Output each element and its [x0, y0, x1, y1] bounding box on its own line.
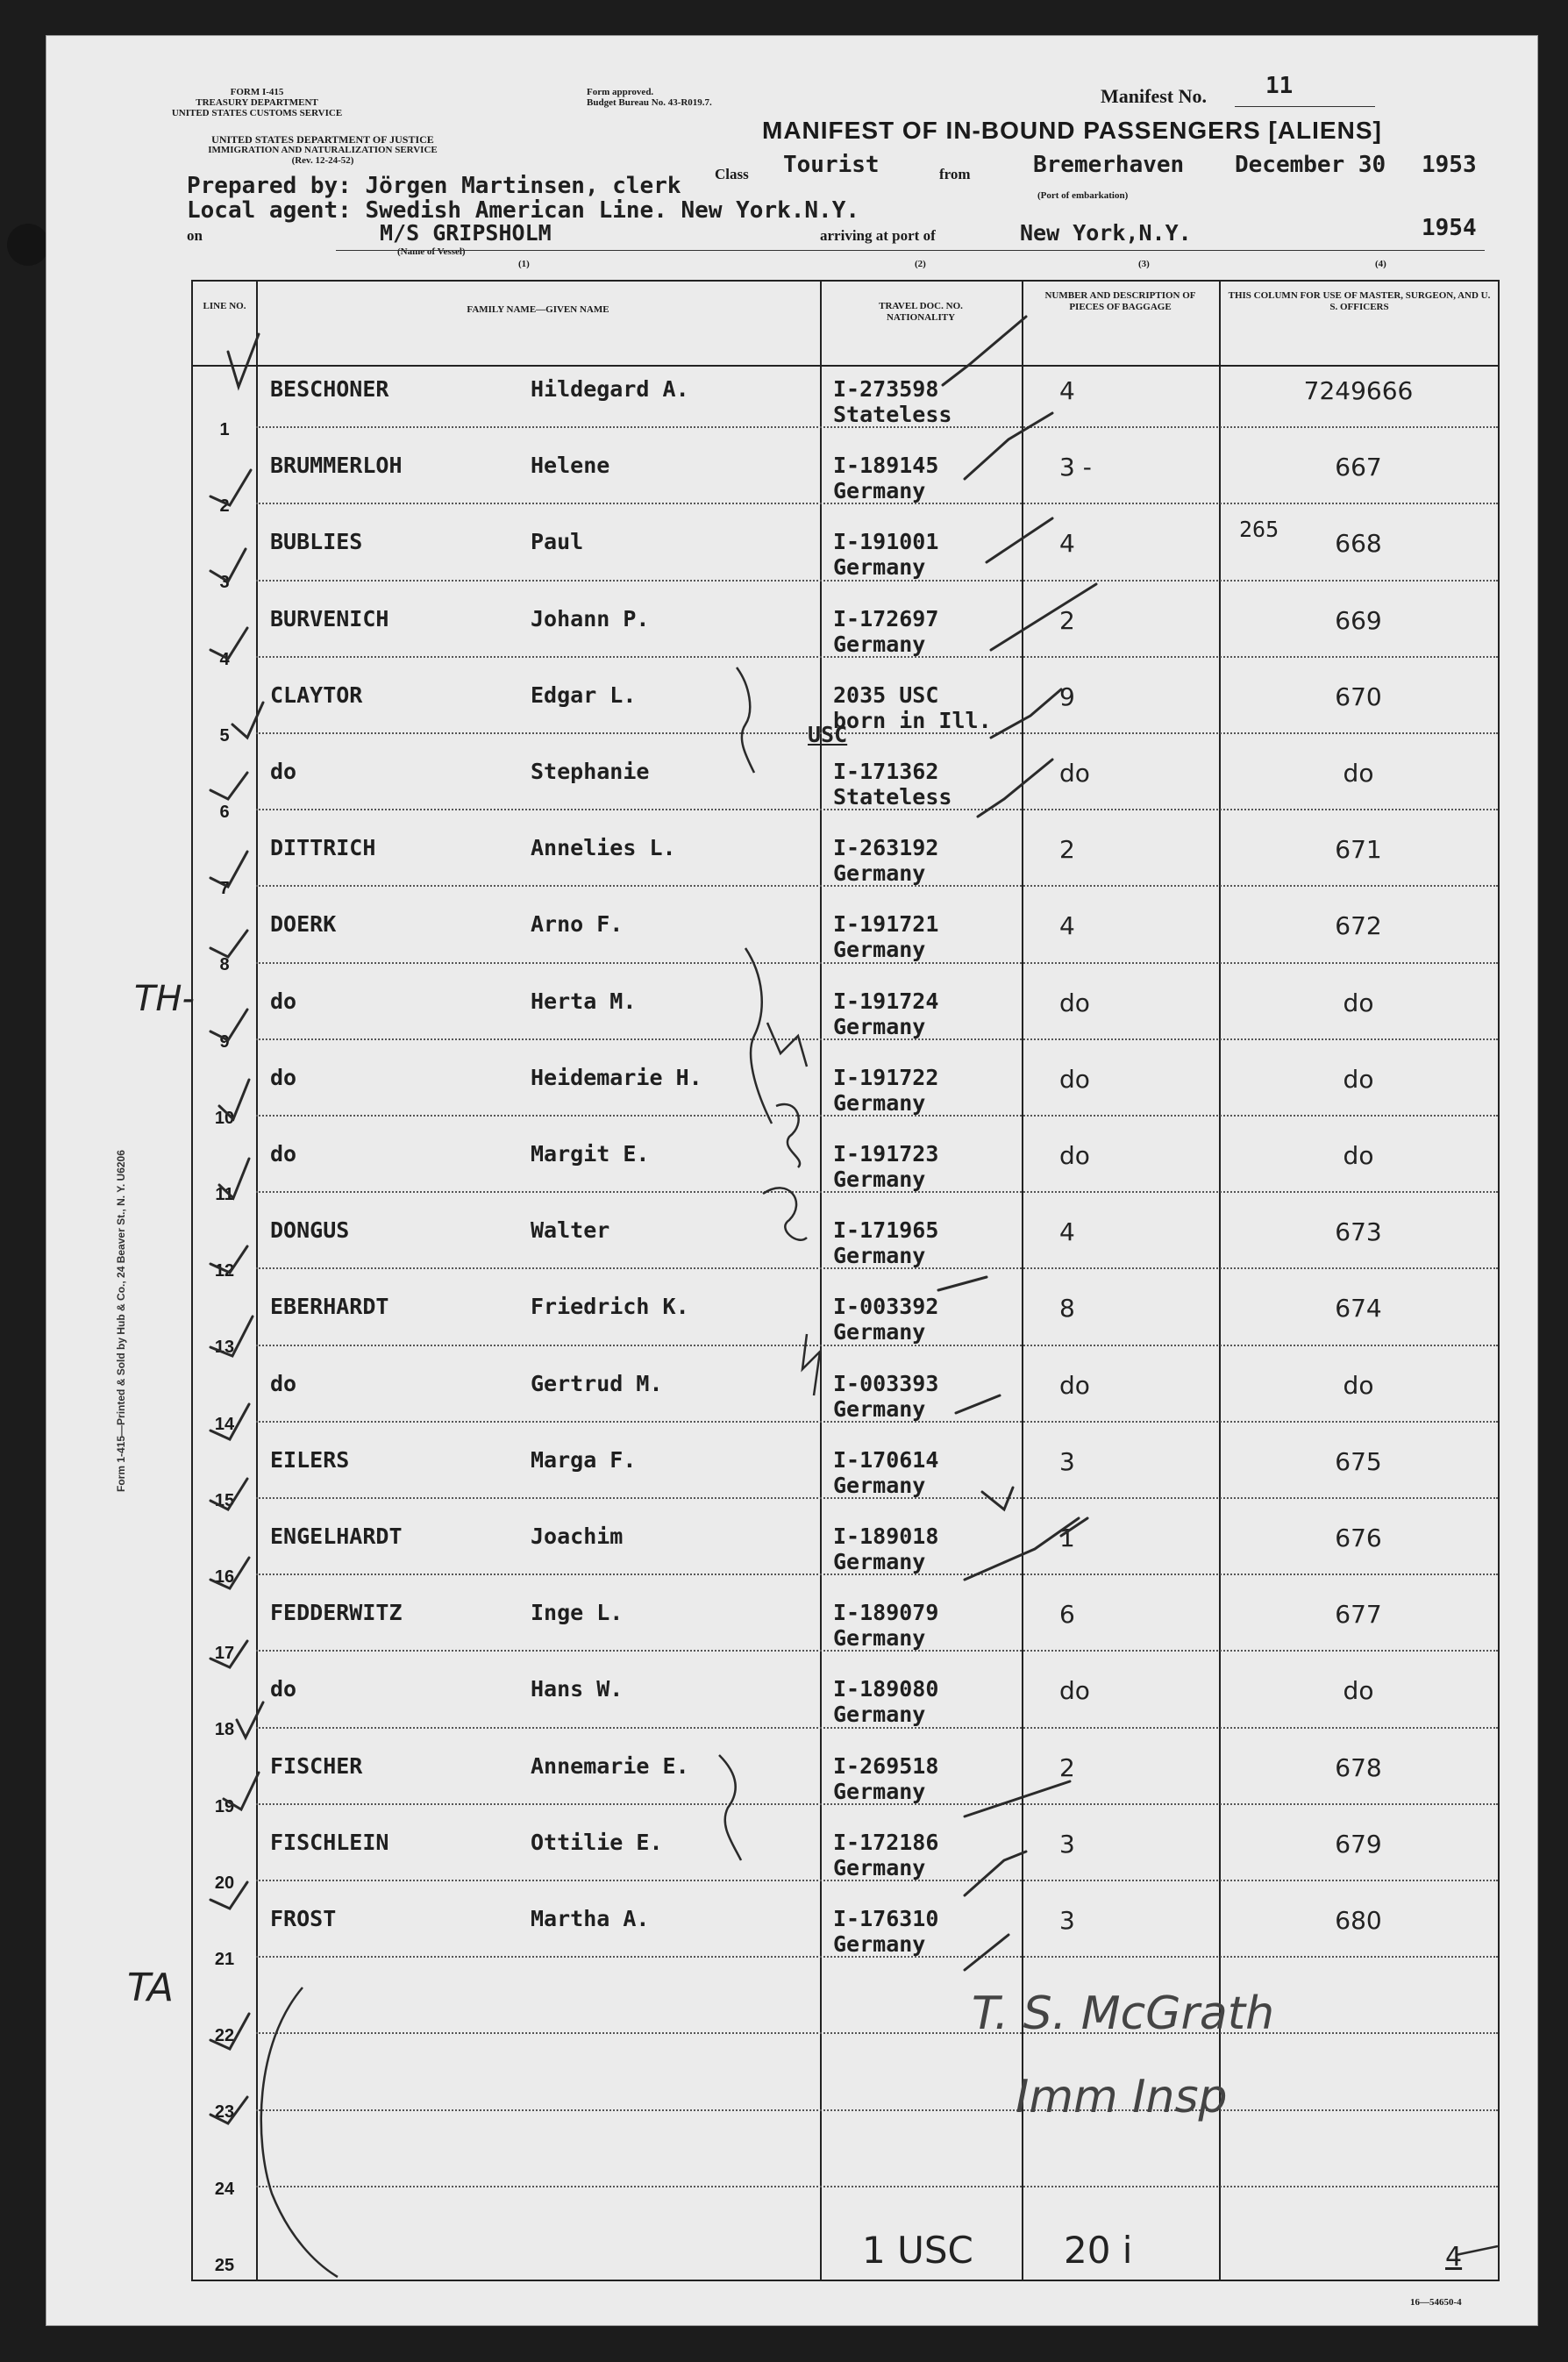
officer-number: 7249666 [1303, 376, 1414, 405]
baggage-count: 2 [1059, 835, 1075, 865]
travel-doc-no: I-191723 [833, 1141, 939, 1167]
line-number: 8 [219, 955, 230, 975]
from-label: from [939, 166, 971, 182]
nationality: Germany [833, 1549, 926, 1574]
baggage-count: do [1059, 1064, 1090, 1094]
family-name: do [270, 1141, 297, 1167]
side-print: Form 1-415—Printed & Sold by Hub & Co., 24 Beaver St., N. Y. U6206 [115, 1150, 127, 1492]
manifest-no: 11 [1265, 73, 1294, 99]
manifest-no-underline [1235, 106, 1375, 107]
nationality: Germany [833, 478, 926, 504]
travel-doc-no: I-189079 [833, 1600, 939, 1626]
inspector-signature: T. S. McGrath [972, 1987, 1275, 2040]
family-name: DONGUS [270, 1217, 350, 1244]
travel-doc-no: I-191722 [833, 1064, 939, 1090]
line-number: 2 [219, 496, 230, 517]
doj-block [196, 134, 450, 166]
line-number: 25 [214, 2255, 235, 2275]
family-name: BUBLIES [270, 529, 363, 555]
officer-number: 670 [1335, 681, 1382, 711]
prepared-by: Prepared by: Jörgen Martinsen, clerk [187, 173, 681, 199]
departure-date: December 30 [1235, 152, 1386, 178]
family-name: FISCHLEIN [270, 1829, 389, 1855]
arriving-label: arriving at port of [820, 227, 936, 244]
officer-number: 678 [1335, 1752, 1382, 1782]
line-number: 23 [214, 2102, 235, 2123]
nationality: Germany [833, 1625, 926, 1652]
baggage-count: do [1059, 988, 1090, 1017]
passenger-table [191, 280, 1500, 2281]
travel-doc-no: I-171362 [833, 759, 939, 784]
header-underline [336, 250, 1485, 251]
line-number: 16 [214, 1567, 235, 1587]
officer-number: 674 [1335, 1294, 1382, 1324]
col-marker-2: (2) [915, 259, 926, 269]
given-name: Marga F. [531, 1446, 637, 1473]
line-number: 1 [219, 420, 230, 439]
given-name: Friedrich K. [531, 1294, 689, 1320]
nationality: Germany [833, 860, 926, 887]
line-number: 11 [215, 1185, 234, 1204]
officer-number: 680 [1335, 1906, 1382, 1935]
given-name: Inge L. [531, 1600, 624, 1626]
ins-line: IMMIGRATION AND NATURALIZATION SERVICE [208, 145, 438, 155]
baggage-count: do [1059, 1141, 1090, 1170]
travel-doc-no: 2035 USC [833, 681, 939, 708]
travel-doc-no: I-189080 [833, 1676, 939, 1702]
family-name: do [270, 988, 297, 1014]
nationality: Germany [833, 1089, 926, 1116]
officer-number: do [1343, 988, 1374, 1017]
revision-line: (Rev. 12-24-52) [291, 155, 354, 166]
travel-doc-no: I-263192 [833, 835, 939, 861]
travel-doc-no: I-191001 [833, 529, 939, 555]
line-number: 9 [219, 1031, 230, 1052]
manifest-title: MANIFEST OF IN-BOUND PASSENGERS [ALIENS] [762, 117, 1382, 144]
officer-number: do [1343, 1676, 1374, 1706]
manifest-page [46, 35, 1538, 2326]
nationality: born in Ill. [833, 707, 992, 733]
nationality: Stateless [833, 402, 952, 427]
given-name: Hildegard A. [531, 376, 689, 402]
officer-number: 671 [1335, 835, 1382, 865]
travel-doc-no: I-189145 [833, 453, 939, 479]
family-name: BESCHONER [270, 376, 389, 402]
given-name: Heidemarie H. [531, 1064, 702, 1090]
class-value: Tourist [783, 152, 880, 178]
travel-doc-no: I-003393 [833, 1370, 939, 1396]
punch-hole [7, 224, 49, 266]
arrival-port: New York,N.Y. [1020, 220, 1192, 246]
travel-doc-no: I-269518 [833, 1752, 939, 1779]
vessel-caption: (Name of Vessel) [397, 246, 466, 257]
line-number: 13 [214, 1338, 235, 1358]
tally-aliens: 20 i [1064, 2229, 1133, 2272]
baggage-count: 3 [1059, 1446, 1075, 1476]
nationality: Germany [833, 1931, 926, 1957]
given-name: Herta M. [531, 988, 637, 1014]
col-header-doc: TRAVEL DOC. NO. NATIONALITY [879, 301, 963, 323]
line-number: 15 [214, 1490, 235, 1510]
given-name: Edgar L. [531, 681, 637, 708]
nationality: Germany [833, 1854, 926, 1880]
on-label: on [187, 227, 203, 244]
officer-number: 669 [1335, 605, 1382, 635]
baggage-count: 8 [1059, 1294, 1075, 1324]
nationality: Stateless [833, 784, 952, 810]
baggage-count: 4 [1059, 376, 1075, 405]
line-number: 12 [214, 1261, 235, 1281]
given-name: Hans W. [531, 1676, 624, 1702]
officer-number: 677 [1335, 1600, 1382, 1630]
officer-number: 675 [1335, 1446, 1382, 1476]
family-name: DITTRICH [270, 835, 376, 861]
officer-number: 676 [1335, 1524, 1382, 1552]
travel-doc-no: I-189018 [833, 1524, 939, 1549]
travel-doc-no: I-191724 [833, 988, 939, 1014]
line-number: 21 [214, 1950, 235, 1969]
given-name: Joachim [531, 1524, 624, 1549]
family-name: FISCHER [270, 1752, 363, 1779]
officer-number: do [1343, 1064, 1374, 1094]
given-name: Gertrud M. [531, 1370, 663, 1396]
nationality: Germany [833, 1702, 926, 1728]
baggage-count: do [1059, 1370, 1090, 1400]
family-name: FROST [270, 1906, 337, 1931]
officer-number: 673 [1335, 1217, 1382, 1247]
baggage-count: 6 [1059, 1600, 1075, 1630]
baggage-count: 2 [1059, 605, 1075, 635]
budget-bureau-line: Budget Bureau No. 43-R019.7. [587, 97, 712, 108]
line-number: 7 [219, 879, 230, 899]
travel-doc-no: I-191721 [833, 911, 939, 938]
line-number: 22 [214, 2026, 235, 2046]
family-name: do [270, 1676, 297, 1702]
baggage-count: 3 [1059, 1906, 1075, 1935]
family-name: BURVENICH [270, 605, 389, 632]
margin-note-ta: TA [127, 1966, 174, 2010]
form-number: FORM I-415 [230, 87, 284, 97]
baggage-count: 9 [1059, 681, 1075, 711]
family-name: EILERS [270, 1446, 350, 1473]
line-number: 10 [214, 1108, 235, 1128]
officer-number: do [1343, 1370, 1374, 1400]
baggage-count: do [1059, 759, 1090, 788]
vessel-name: M/S GRIPSHOLM [380, 220, 552, 246]
line-number: 14 [214, 1414, 235, 1434]
nationality: Germany [833, 1013, 926, 1039]
line-number: 19 [214, 1796, 235, 1816]
doj-line: UNITED STATES DEPARTMENT OF JUSTICE [211, 133, 434, 146]
line-number: 4 [219, 649, 230, 669]
approval-block [587, 87, 815, 108]
travel-doc-no: I-003392 [833, 1294, 939, 1320]
family-name: do [270, 1064, 297, 1090]
baggage-count: 3 [1059, 1829, 1075, 1859]
nationality: Germany [833, 1243, 926, 1269]
nationality: Germany [833, 1167, 926, 1192]
travel-doc-no: I-170614 [833, 1446, 939, 1473]
travel-doc-no: I-273598 [833, 376, 939, 402]
travel-doc-no: I-171965 [833, 1217, 939, 1244]
line-number: 5 [219, 725, 230, 746]
baggage-count: 4 [1059, 1217, 1075, 1247]
family-name: DOERK [270, 911, 337, 938]
family-name: do [270, 1370, 297, 1396]
given-name: Johann P. [531, 605, 650, 632]
family-name: EBERHARDT [270, 1294, 389, 1320]
officer-number: do [1343, 759, 1374, 788]
footer-code: 16—54650-4 [1410, 2297, 1462, 2308]
nationality: Germany [833, 1778, 926, 1804]
line-number: 6 [219, 803, 230, 822]
from-port: Bremerhaven [1033, 152, 1185, 178]
nationality: Germany [833, 554, 926, 581]
inspector-title: Imm Insp [1016, 2071, 1228, 2123]
line-number: 24 [214, 2179, 235, 2199]
officer-number: 672 [1335, 911, 1382, 941]
col-header-baggage: NUMBER AND DESCRIPTION OF PIECES OF BAGGAGE [1044, 290, 1196, 312]
arrival-year: 1954 [1422, 215, 1477, 241]
check-marks [193, 282, 1498, 2280]
officer-number: 668 [1335, 529, 1382, 559]
baggage-count: 2 [1059, 1752, 1075, 1782]
given-name: Margit E. [531, 1141, 650, 1167]
local-agent: Local agent: Swedish American Line. New York.N.Y. [187, 197, 860, 224]
baggage-count: 4 [1059, 529, 1075, 559]
approval-line: Form approved. [587, 87, 654, 97]
given-name: Martha A. [531, 1906, 650, 1931]
margin-note-th: TH- [134, 979, 195, 1019]
nationality: Germany [833, 1472, 926, 1498]
baggage-count: 4 [1059, 911, 1075, 941]
travel-doc-no: I-172186 [833, 1829, 939, 1855]
line-number: 18 [214, 1720, 235, 1740]
given-name: Annemarie E. [531, 1752, 689, 1779]
given-name: Ottilie E. [531, 1829, 663, 1855]
col-marker-1: (1) [518, 259, 530, 269]
family-name: BRUMMERLOH [270, 453, 403, 479]
col-header-line-no: LINE NO. [203, 301, 246, 311]
nationality: Germany [833, 1319, 926, 1345]
officer-number: 679 [1335, 1829, 1382, 1859]
treasury-dept: TREASURY DEPARTMENT [196, 97, 318, 108]
nationality: Germany [833, 937, 926, 963]
line-number: 20 [214, 1873, 235, 1893]
col-header-name: FAMILY NAME—GIVEN NAME [467, 304, 609, 315]
form-id-block [152, 87, 362, 118]
travel-doc-no: I-172697 [833, 605, 939, 632]
baggage-total-annotation: 265 [1239, 517, 1279, 542]
col-marker-4: (4) [1375, 259, 1386, 269]
given-name: Paul [531, 529, 584, 555]
travel-doc-no: I-176310 [833, 1906, 939, 1931]
officer-number: 667 [1335, 453, 1382, 482]
given-name: Annelies L. [531, 835, 676, 861]
departure-year: 1953 [1422, 152, 1477, 178]
given-name: Arno F. [531, 911, 624, 938]
usc-annotation: USC [808, 722, 848, 747]
given-name: Helene [531, 453, 610, 479]
family-name: ENGELHARDT [270, 1524, 403, 1549]
given-name: Stephanie [531, 759, 650, 784]
given-name: Walter [531, 1217, 610, 1244]
nationality: Germany [833, 1395, 926, 1422]
family-name: do [270, 759, 297, 784]
family-name: CLAYTOR [270, 681, 363, 708]
baggage-count: 1 [1059, 1524, 1075, 1552]
port-caption: (Port of embarkation) [1037, 190, 1129, 201]
line-number: 3 [219, 573, 230, 593]
col-header-officers: THIS COLUMN FOR USE OF MASTER, SURGEON, AND U. S. OFFICERS [1228, 290, 1491, 312]
line-number: 17 [214, 1644, 235, 1664]
tally-usc: 1 USC [862, 2229, 973, 2272]
manifest-no-label: Manifest No. [1101, 85, 1207, 107]
family-name: FEDDERWITZ [270, 1600, 403, 1626]
baggage-count: do [1059, 1676, 1090, 1706]
nationality: Germany [833, 631, 926, 657]
officer-number: do [1343, 1141, 1374, 1170]
customs-service: UNITED STATES CUSTOMS SERVICE [171, 108, 343, 118]
baggage-count: 3 - [1059, 453, 1092, 482]
class-label: Class [715, 166, 749, 182]
page-mark: 4 [1445, 2242, 1463, 2273]
col-marker-3: (3) [1138, 259, 1150, 269]
